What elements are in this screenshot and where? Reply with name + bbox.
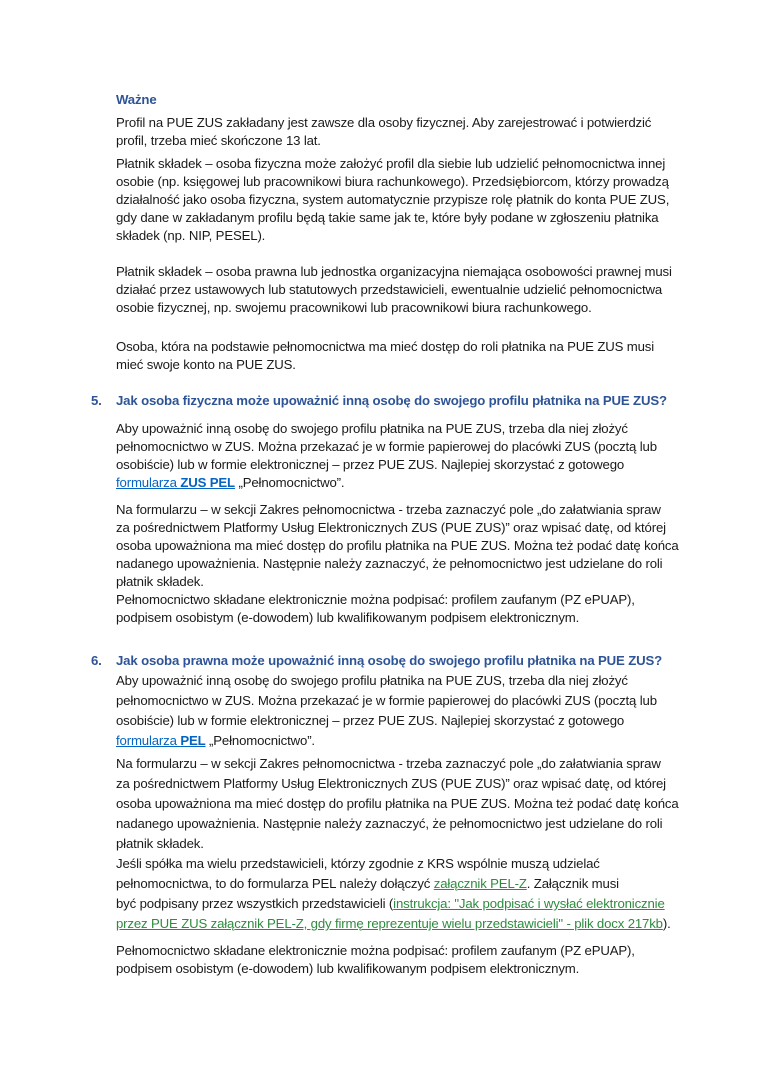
paragraph-line (116, 474, 344, 492)
link-text: formularza (116, 475, 181, 490)
after-link-text: „Pełnomocnictwo”. (234, 475, 345, 490)
paragraph-line (116, 875, 619, 893)
paragraph-line: Płatnik składek – osoba fizyczna może założyć profil dla siebie lub udzielić pełnomocnictwa innej (116, 156, 666, 171)
paragraph-line: osoba upoważniona ma mieć dostęp do profilu płatnika na PUE ZUS. Można też podać datę końca (116, 538, 679, 553)
static-text: być podpisany przez wszystkich przedstawicieli ( (116, 896, 394, 911)
paragraph-line: podpisem osobistym (e-dowodem) lub kwalifikowanym podpisem elektronicznym. (116, 961, 580, 976)
question-6-heading: Jak osoba prawna może upoważnić inną osobę do swojego profilu płatnika na PUE ZUS? (116, 653, 663, 668)
paragraph-line: osobie fizycznej, np. swojemu pracownikowi lub pracownikowi biura rachunkowego. (116, 300, 592, 315)
paragraph-line: Profil na PUE ZUS zakładany jest zawsze dla osoby fizycznej. Aby zarejestrować i potwierdzić (116, 115, 652, 130)
paragraph-line: mieć swoje konto na PUE ZUS. (116, 357, 296, 372)
instruction-docx-link-cont[interactable]: przez PUE ZUS załącznik PEL-Z, gdy firmę reprezentuje wielu przedstawicieli" - plik docx 217kb (116, 916, 663, 931)
paragraph-line: Płatnik składek – osoba prawna lub jednostka organizacyjna niemająca osobowości prawnej musi (116, 264, 672, 279)
link-bold-text: ZUS PEL (180, 475, 235, 490)
paragraph-line: osobiście) lub w formie elektronicznej – przez PUE ZUS. Najlepiej skorzystać z gotowego (116, 457, 625, 472)
paragraph-line: podpisem osobistym (e-dowodem) lub kwalifikowanym podpisem elektronicznym. (116, 610, 580, 625)
paragraph-line: składek (np. NIP, PESEL). (116, 228, 266, 243)
paragraph-line: Pełnomocnictwo składane elektronicznie można podpisać: profilem zaufanym (PZ ePUAP), (116, 592, 635, 607)
paragraph-line: gdy dane w zakładanym profilu będą takie same jak te, które były podane w zgłoszeniu płatnika (116, 210, 659, 225)
static-text: pełnomocnictwa, to do formularza PEL należy dołączyć (116, 876, 434, 891)
after-link-text: „Pełnomocnictwo”. (205, 733, 315, 748)
paragraph-line (116, 732, 315, 750)
paragraph-line: działalność jako osoba fizyczna, system automatycznie przypisze rolę płatnik do konta PUE ZUS, (116, 192, 670, 207)
paragraph-line: Jeśli spółka ma wielu przedstawicieli, którzy zgodnie z KRS wspólnie muszą udzielać (116, 856, 600, 871)
paragraph-line: Osoba, która na podstawie pełnomocnictwa ma mieć dostęp do roli płatnika na PUE ZUS musi (116, 339, 655, 354)
link-bold-text: PEL (180, 733, 206, 748)
important-heading: Ważne (116, 92, 157, 107)
pel-z-attachment-link[interactable]: załącznik PEL-Z (433, 876, 527, 891)
static-text: ). (662, 916, 671, 931)
paragraph-line: pełnomocnictwo w ZUS. Można przekazać je w formie papierowej do placówki ZUS (pocztą lub (116, 439, 657, 454)
zus-pel-form-link[interactable] (116, 475, 235, 490)
pel-form-link[interactable] (116, 733, 206, 748)
paragraph-line: za pośrednictwem Platformy Usług Elektronicznych ZUS (PUE ZUS)” oraz wpisać datę, od której (116, 520, 666, 535)
paragraph-line: Aby upoważnić inną osobę do swojego profilu płatnika na PUE ZUS, trzeba dla niej złożyć (116, 421, 628, 436)
static-text: . Załącznik musi (526, 876, 619, 891)
paragraph-line (116, 915, 671, 933)
question-number: 5. (91, 393, 102, 408)
paragraph-line: za pośrednictwem Platformy Usług Elektronicznych ZUS (PUE ZUS)” oraz wpisać datę, od której (116, 776, 666, 791)
question-number: 6. (91, 653, 102, 668)
paragraph-line: płatnik składek. (116, 574, 204, 589)
paragraph-line: działać przez ustawowych lub statutowych przedstawicieli, ewentualnie udzielić pełnomocnictwa (116, 282, 663, 297)
paragraph-line: nadanego upoważnienia. Następnie należy zaznaczyć, że pełnomocnictwo jest udzielane do roli (116, 556, 663, 571)
paragraph-line (116, 895, 665, 913)
paragraph-line: Pełnomocnictwo składane elektronicznie można podpisać: profilem zaufanym (PZ ePUAP), (116, 943, 635, 958)
paragraph-line: Aby upoważnić inną osobę do swojego profilu płatnika na PUE ZUS, trzeba dla niej złożyć (116, 673, 628, 688)
paragraph-line: pełnomocnictwo w ZUS. Można przekazać je w formie papierowej do placówki ZUS (pocztą lub (116, 693, 657, 708)
paragraph-line: osobiście) lub w formie elektronicznej – przez PUE ZUS. Najlepiej skorzystać z gotowego (116, 713, 625, 728)
paragraph-line: osoba upoważniona ma mieć dostęp do profilu płatnika na PUE ZUS. Można też podać datę końca (116, 796, 679, 811)
paragraph-line: nadanego upoważnienia. Następnie należy zaznaczyć, że pełnomocnictwo jest udzielane do roli (116, 816, 663, 831)
paragraph-line: profil, trzeba mieć skończone 13 lat. (116, 133, 321, 148)
question-5-heading: Jak osoba fizyczna może upoważnić inną osobę do swojego profilu płatnika na PUE ZUS? (116, 393, 667, 408)
paragraph-line: osobie (np. księgowej lub pracownikowi biura rachunkowego). Przedsiębiorcom, którzy prowadzą (116, 174, 669, 189)
paragraph-line: Na formularzu – w sekcji Zakres pełnomocnictwa - trzeba zaznaczyć pole „do załatwiania spraw (116, 502, 661, 517)
paragraph-line: płatnik składek. (116, 836, 204, 851)
link-text: formularza (116, 733, 181, 748)
instruction-docx-link[interactable]: instrukcja: "Jak podpisać i wysłać elektronicznie (393, 896, 665, 911)
paragraph-line: Na formularzu – w sekcji Zakres pełnomocnictwa - trzeba zaznaczyć pole „do załatwiania spraw (116, 756, 661, 771)
